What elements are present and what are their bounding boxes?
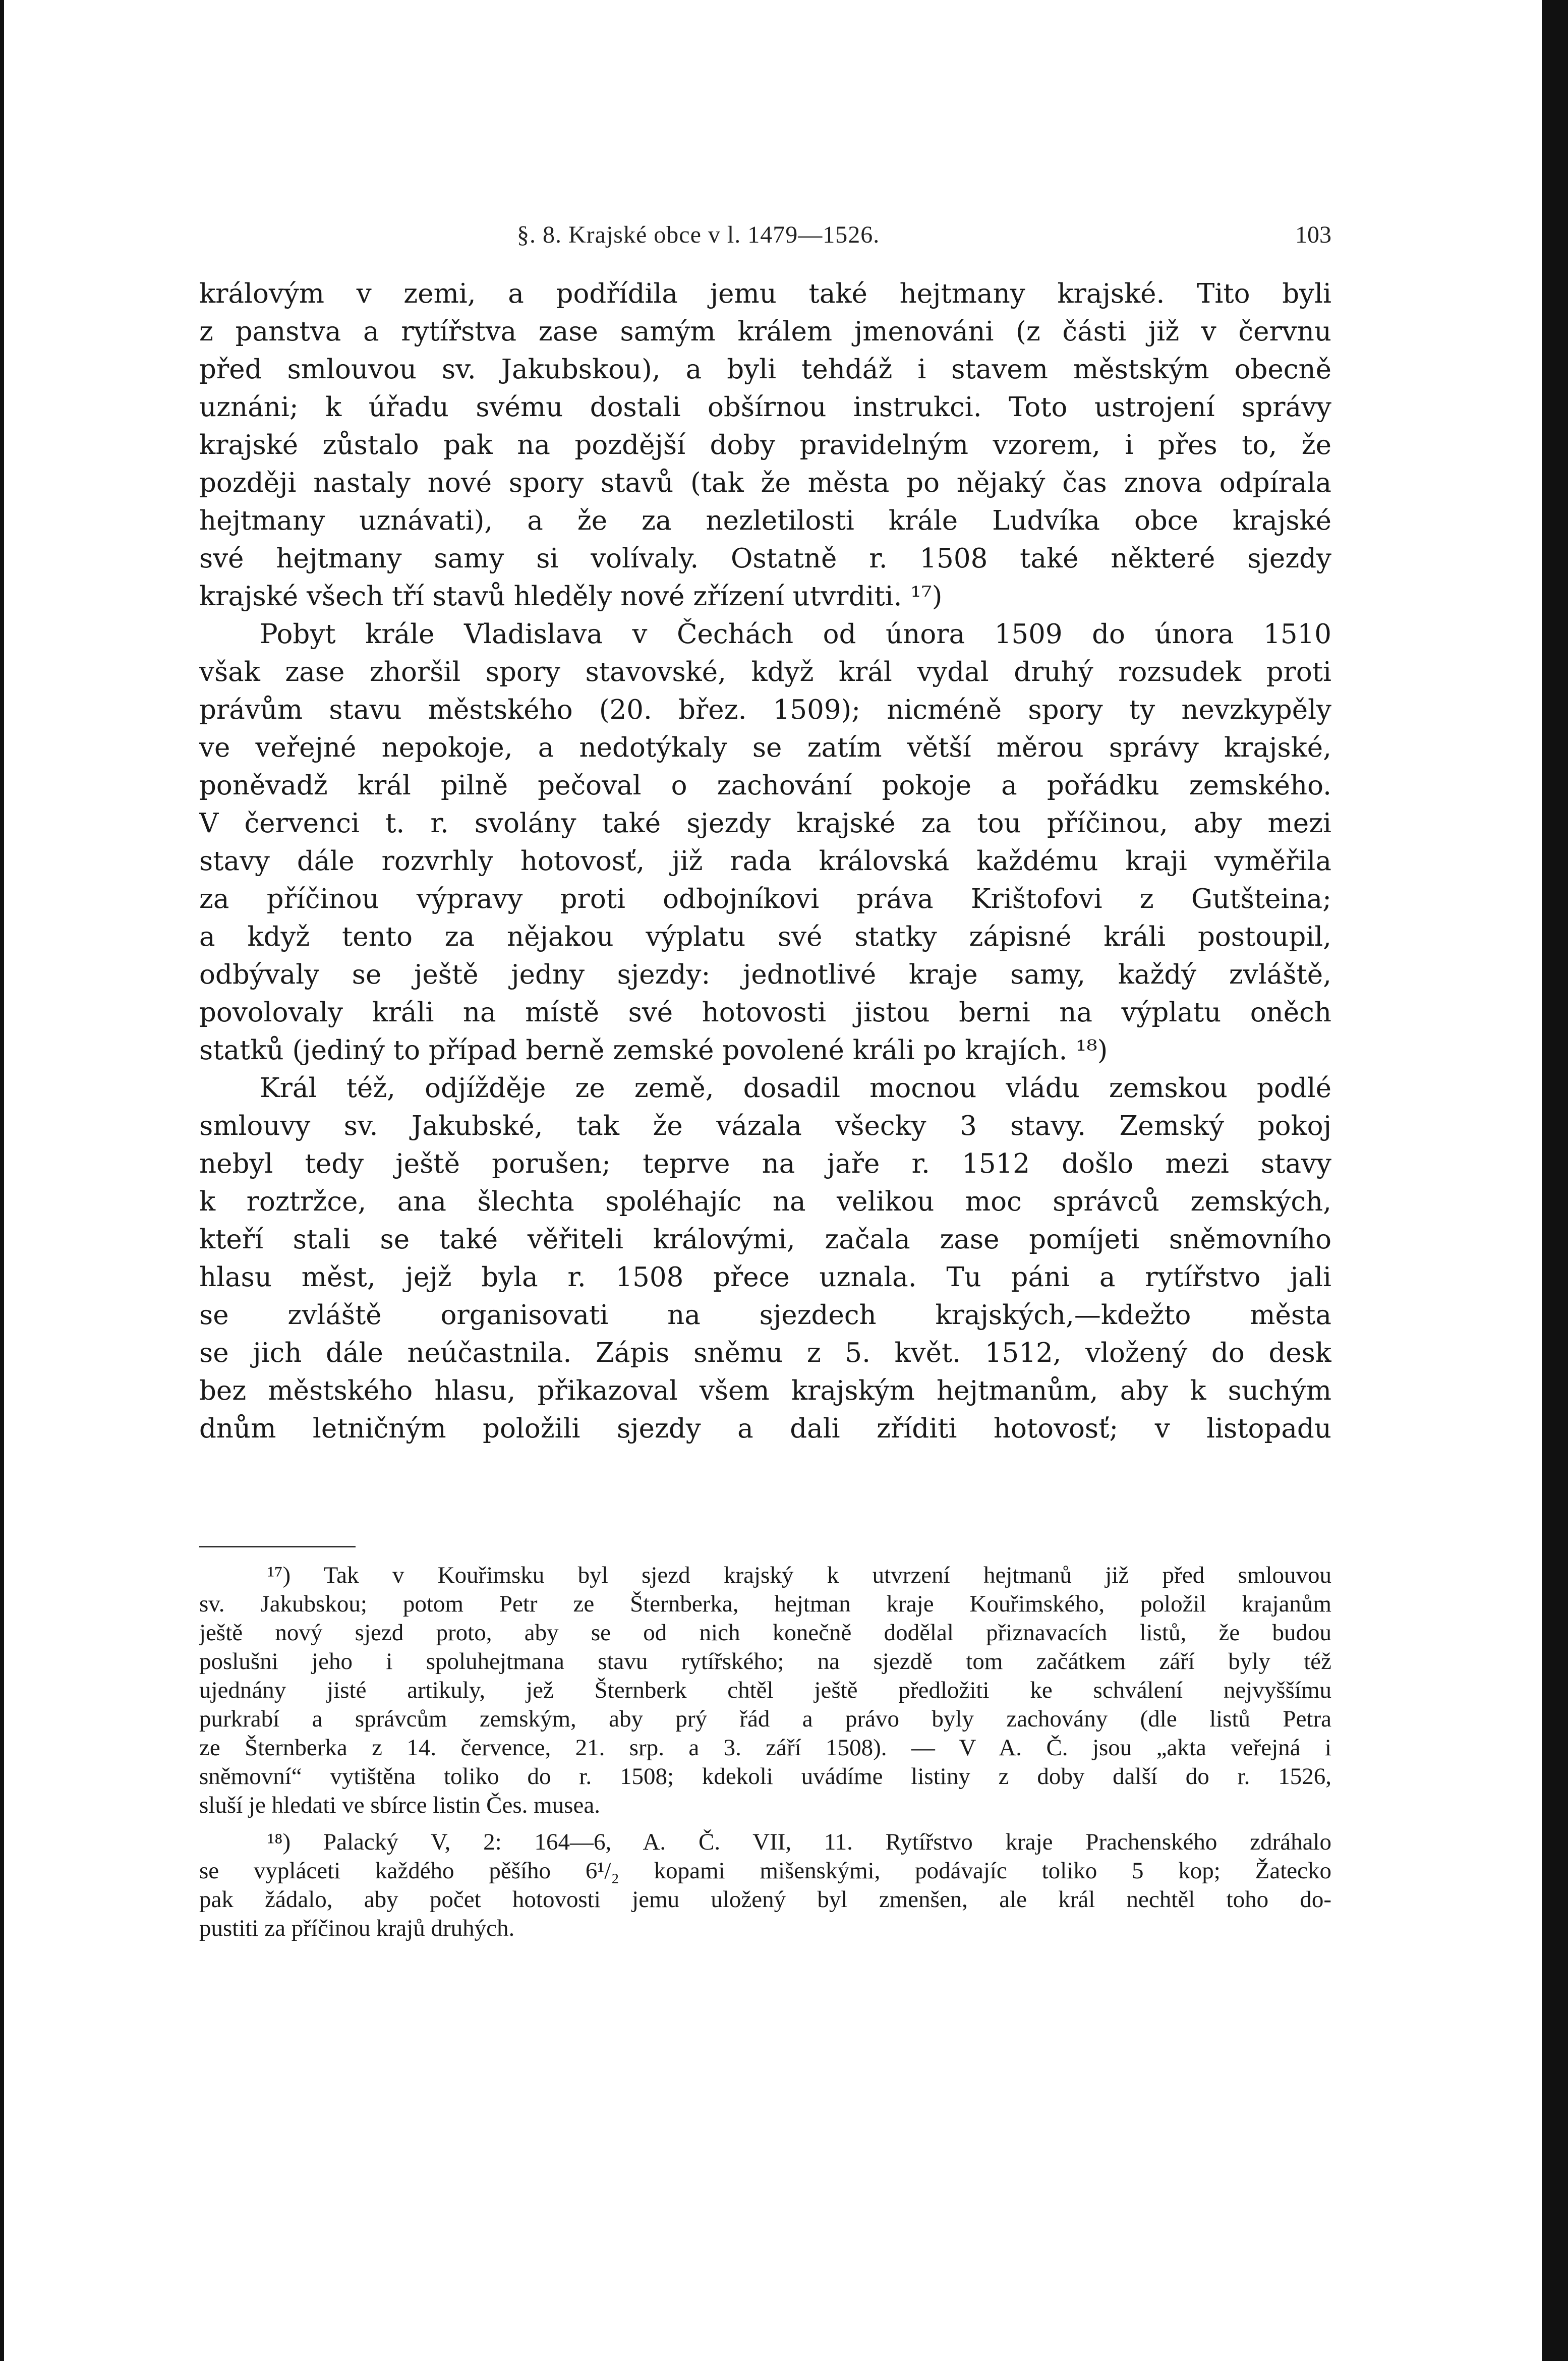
footnote-18: [199, 1828, 1331, 1943]
body-line: své hejtmany samy si volívaly. Ostatně r. 1508 také některé sjezdy: [199, 543, 1331, 574]
footnote-line: sluší je hledati ve sbírce listin Čes. musea.: [199, 1792, 600, 1818]
body-line: dnům letničným položili sjezdy a dali zříditi hotovosť; v listopadu: [199, 1413, 1331, 1444]
body-line: královým v zemi, a podřídila jemu také hejtmany krajské. Tito byli: [199, 278, 1331, 309]
body-line: se jich dále neúčastnila. Zápis sněmu z 5. květ. 1512, vložený do desk: [199, 1338, 1331, 1368]
page-header: [199, 221, 1331, 261]
footnote-line: se vypláceti každého pěšího 6¹/₂ kopami mišenskými, podávajíc toliko 5 kop; Žatecko: [199, 1858, 1331, 1884]
footnotes: [199, 1561, 1331, 1943]
footnote-line: pustiti za příčinou krajů druhých.: [199, 1915, 515, 1941]
body-line: hejtmany uznávati), a že za nezletilosti krále Ludvíka obce krajské: [199, 505, 1331, 536]
footnote-line: pak žádalo, aby počet hotovosti jemu uložený byl zmenšen, ale král nechtěl toho do-: [199, 1886, 1331, 1913]
body-line: odbývaly se ještě jedny sjezdy: jednotlivé kraje samy, každý zvláště,: [199, 959, 1331, 990]
body-line: ve veřejné nepokoje, a nedotýkaly se zatím větší měrou správy krajské,: [199, 732, 1331, 763]
body-line: povolovaly králi na místě své hotovosti jistou berni na výplatu oněch: [199, 997, 1331, 1028]
scan-edge-left: [0, 0, 4, 2361]
footnote-line: ¹⁸) Palacký V, 2: 164—6, A. Č. VII, 11. Rytířstvo kraje Prachenského zdráhalo: [267, 1829, 1331, 1855]
body-line: uznáni; k úřadu svému dostali obšírnou instrukci. Toto ustrojení správy: [199, 392, 1331, 423]
body-line: z panstva a rytířstva zase samým králem jmenováni (z části již v červnu: [199, 316, 1331, 347]
body-line: statků (jediný to případ berně zemské povolené králi po krajích. ¹⁸): [199, 1035, 1108, 1066]
body-line: smlouvy sv. Jakubské, tak že vázala všecky 3 stavy. Zemský pokoj: [199, 1111, 1331, 1141]
body-line: právům stavu městského (20. břez. 1509); nicméně spory ty nevzkypěly: [199, 695, 1331, 725]
body-line: k roztržce, ana šlechta spoléhajíc na velikou moc správců zemských,: [199, 1186, 1331, 1217]
body-line: bez městského hlasu, přikazoval všem krajským hejtmanům, aby k suchým: [199, 1375, 1331, 1406]
body-line: krajské všech tří stavů hleděly nové zřízení utvrditi. ¹⁷): [199, 581, 943, 612]
footnote-line: ujednány jisté artikuly, jež Šternberk chtěl ještě předložiti ke schválení nejvyššímu: [199, 1677, 1331, 1703]
body-line: se zvláště organisovati na sjezdech krajských,—kdežto města: [199, 1300, 1331, 1331]
page-number: 103: [1295, 221, 1331, 248]
footnote-line: sněmovní“ vytištěna toliko do r. 1508; kdekoli uvádíme listiny z doby další do r. 1526,: [199, 1763, 1331, 1790]
footnote-line: sv. Jakubskou; potom Petr ze Šternberka, hejtman kraje Kouřimského, položil krajanům: [199, 1591, 1331, 1617]
body-line: V červenci t. r. svolány také sjezdy krajské za tou příčinou, aby mezi: [199, 808, 1331, 839]
footnote-line: ještě nový sjezd proto, aby se od nich konečně dodělal přiznavacích listů, že budou: [199, 1620, 1331, 1646]
footnote-divider: [199, 1546, 356, 1547]
footnote-line: ¹⁷) Tak v Kouřimsku byl sjezd krajský k utvrzení hejtmanů již před smlouvou: [267, 1562, 1331, 1588]
body-line: hlasu měst, jejž byla r. 1508 přece uznala. Tu páni a rytířstvo jali: [199, 1262, 1331, 1293]
body-line: stavy dále rozvrhly hotovosť, již rada královská každému kraji vyměřila: [199, 846, 1331, 877]
body-line: před smlouvou sv. Jakubskou), a byli tehdáž i stavem městským obecně: [199, 354, 1331, 385]
paragraph-start: Pobyt krále Vladislava v Čechách od února 1509 do února 1510: [260, 619, 1331, 650]
body-line: poněvadž král pilně pečoval o zachování pokoje a pořádku zemského.: [199, 770, 1331, 801]
body-text: [199, 275, 1331, 1448]
footnote-17: [199, 1561, 1331, 1820]
body-line: však zase zhoršil spory stavovské, když král vydal druhý rozsudek proti: [199, 657, 1331, 687]
body-line: a když tento za nějakou výplatu své statky zápisné králi postoupil,: [199, 922, 1331, 952]
footnote-line: purkrabí a správcům zemským, aby prý řád a právo byly zachovány (dle listů Petra: [199, 1706, 1331, 1732]
body-line: později nastaly nové spory stavů (tak že města po nějaký čas znova odpírala: [199, 468, 1331, 498]
running-title: §. 8. Krajské obce v l. 1479—1526.: [517, 221, 880, 248]
scan-edge-right: [1542, 0, 1568, 2361]
paragraph-start: Král též, odjížděje ze země, dosadil mocnou vládu zemskou podlé: [260, 1073, 1331, 1104]
body-line: za příčinou výpravy proti odbojníkovi práva Krištofovi z Gutšteina;: [199, 884, 1331, 914]
body-line: kteří stali se také věřiteli královými, začala zase pomíjeti sněmovního: [199, 1224, 1331, 1255]
body-line: krajské zůstalo pak na pozdější doby pravidelným vzorem, i přes to, že: [199, 430, 1331, 460]
footnote-line: ze Šternberka z 14. července, 21. srp. a 3. září 1508). — V A. Č. jsou „akta veřejná i: [199, 1735, 1331, 1761]
footnote-line: poslušni jeho i spoluhejtmana stavu rytířského; na sjezdě tom začátkem září byly též: [199, 1648, 1331, 1675]
body-line: nebyl tedy ještě porušen; teprve na jaře r. 1512 došlo mezi stavy: [199, 1148, 1331, 1179]
